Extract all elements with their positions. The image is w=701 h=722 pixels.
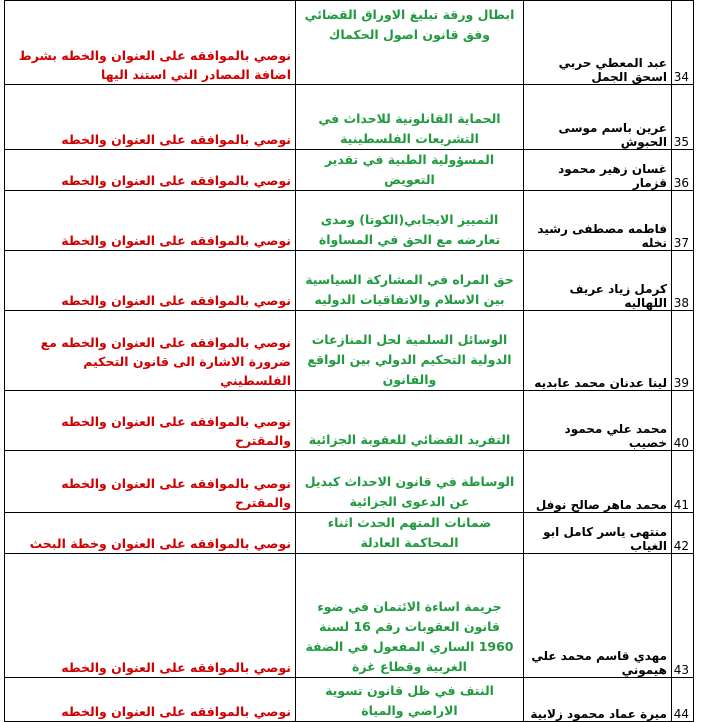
recommendation: نوصي بالموافقه على العنوان وخطة البحث: [5, 513, 296, 554]
thesis-title: [296, 85, 524, 150]
thesis-proposals-table-sheet: [4, 0, 694, 719]
thesis-title: [296, 191, 524, 251]
row-number: 38: [672, 251, 694, 311]
table-row: [5, 150, 694, 191]
thesis-title-text: حق المراه في المشاركة السياسية بين الاسلام والاتفاقيات الدوليه: [305, 272, 514, 307]
student-name: عرين باسم موسى الحبوش: [524, 85, 672, 150]
thesis-title-text: ضمانات المتهم الحدث اثناء المحاكمة العادلة: [327, 515, 492, 550]
thesis-title: [296, 311, 524, 391]
row-number: 34: [672, 1, 694, 85]
thesis-title-text: جريمة اساءة الائتمان في ضوء قانون العقوبات رقم 16 لسنة 1960 الساري المفعول في الضفة الغربية وقطاع غزة: [305, 599, 514, 674]
thesis-title: [296, 391, 524, 451]
table-row: [5, 311, 694, 391]
recommendation: نوصي بالموافقه على العنوان والخطه: [5, 251, 296, 311]
row-number: 36: [672, 150, 694, 191]
table-row: [5, 678, 694, 722]
table-row: [5, 1, 694, 85]
student-name: محمد ماهر صالح نوفل: [524, 451, 672, 513]
table-row: [5, 191, 694, 251]
row-number: 43: [672, 554, 694, 678]
table-row: [5, 554, 694, 678]
student-name: عبد المعطي حربي اسحق الجمل: [524, 1, 672, 85]
row-number: 44: [672, 678, 694, 722]
student-name: فاطمه مصطفى رشيد نخله: [524, 191, 672, 251]
row-number: 41: [672, 451, 694, 513]
recommendation: نوصي بالموافقه على العنوان والخطه بشرط اضافة المصادر التي استند اليها: [5, 1, 296, 85]
recommendation: نوصي بالموافقه على العنوان والخطه والمقترح: [5, 451, 296, 513]
recommendation: نوصي بالموافقه على العنوان والخطه: [5, 150, 296, 191]
thesis-title-text: النتف في ظل قانون تسوية الاراضي والمياة: [325, 683, 494, 718]
table-row: [5, 513, 694, 554]
thesis-title-text: الوساطة في قانون الاحداث كبديل عن الدعوى الجزائية: [304, 474, 515, 509]
thesis-title: [296, 150, 524, 191]
table-row: [5, 85, 694, 150]
recommendation: نوصي بالموافقه على العنوان والخطه: [5, 85, 296, 150]
row-number: 42: [672, 513, 694, 554]
student-name: منتهى ياسر كامل ابو الغياب: [524, 513, 672, 554]
thesis-title: [296, 513, 524, 554]
thesis-proposals-table: [4, 0, 694, 722]
recommendation: نوصي بالموافقه على العنوان والخطه: [5, 678, 296, 722]
recommendation: نوصي بالموافقه على العنوان والخطه والمقترح: [5, 391, 296, 451]
recommendation: نوصي بالموافقه على العنوان والخطه مع ضرورة الاشارة الى قانون التحكيم الفلسطيني: [5, 311, 296, 391]
thesis-title-text: ابطال ورقة تبليغ الاوراق القضائي وفق قانون اصول الحكماك: [304, 7, 515, 42]
thesis-title-text: المسؤولية الطبية في تقدير التعويض: [324, 152, 495, 187]
thesis-title: [296, 554, 524, 678]
recommendation: نوصي بالموافقه على العنوان والخطه: [5, 554, 296, 678]
row-number: 37: [672, 191, 694, 251]
student-name: غسان زهير محمود قزمار: [524, 150, 672, 191]
row-number: 35: [672, 85, 694, 150]
table-row: [5, 451, 694, 513]
thesis-title-text: الوسائل السلمية لحل المنازعات الدولية التحكيم الدولي بين الواقع والقانون: [307, 332, 512, 387]
recommendation: نوصي بالموافقه على العنوان والخطة: [5, 191, 296, 251]
row-number: 39: [672, 311, 694, 391]
student-name: ميرة عماد محمود زلابية: [524, 678, 672, 722]
student-name: لينا عدنان محمد عابديه: [524, 311, 672, 391]
thesis-title: [296, 1, 524, 85]
table-row: [5, 251, 694, 311]
table-row: [5, 391, 694, 451]
student-name: كرمل زياد عريف اللهاليه: [524, 251, 672, 311]
thesis-title: [296, 451, 524, 513]
row-number: 40: [672, 391, 694, 451]
thesis-title: [296, 678, 524, 722]
thesis-title-text: التمييز الايجابي(الكوتا) ومدى تعارضه مع الحق في المساواة: [318, 212, 501, 247]
thesis-title-text: الحماية القانلونية للاحداث في التشريعات الفلسطينية: [318, 111, 501, 146]
thesis-title-text: التفريد القضائي للعقوبة الجزائية: [308, 432, 511, 447]
student-name: محمد علي محمود خصيب: [524, 391, 672, 451]
student-name: مهدي قاسم محمد علي هيموني: [524, 554, 672, 678]
thesis-title: [296, 251, 524, 311]
